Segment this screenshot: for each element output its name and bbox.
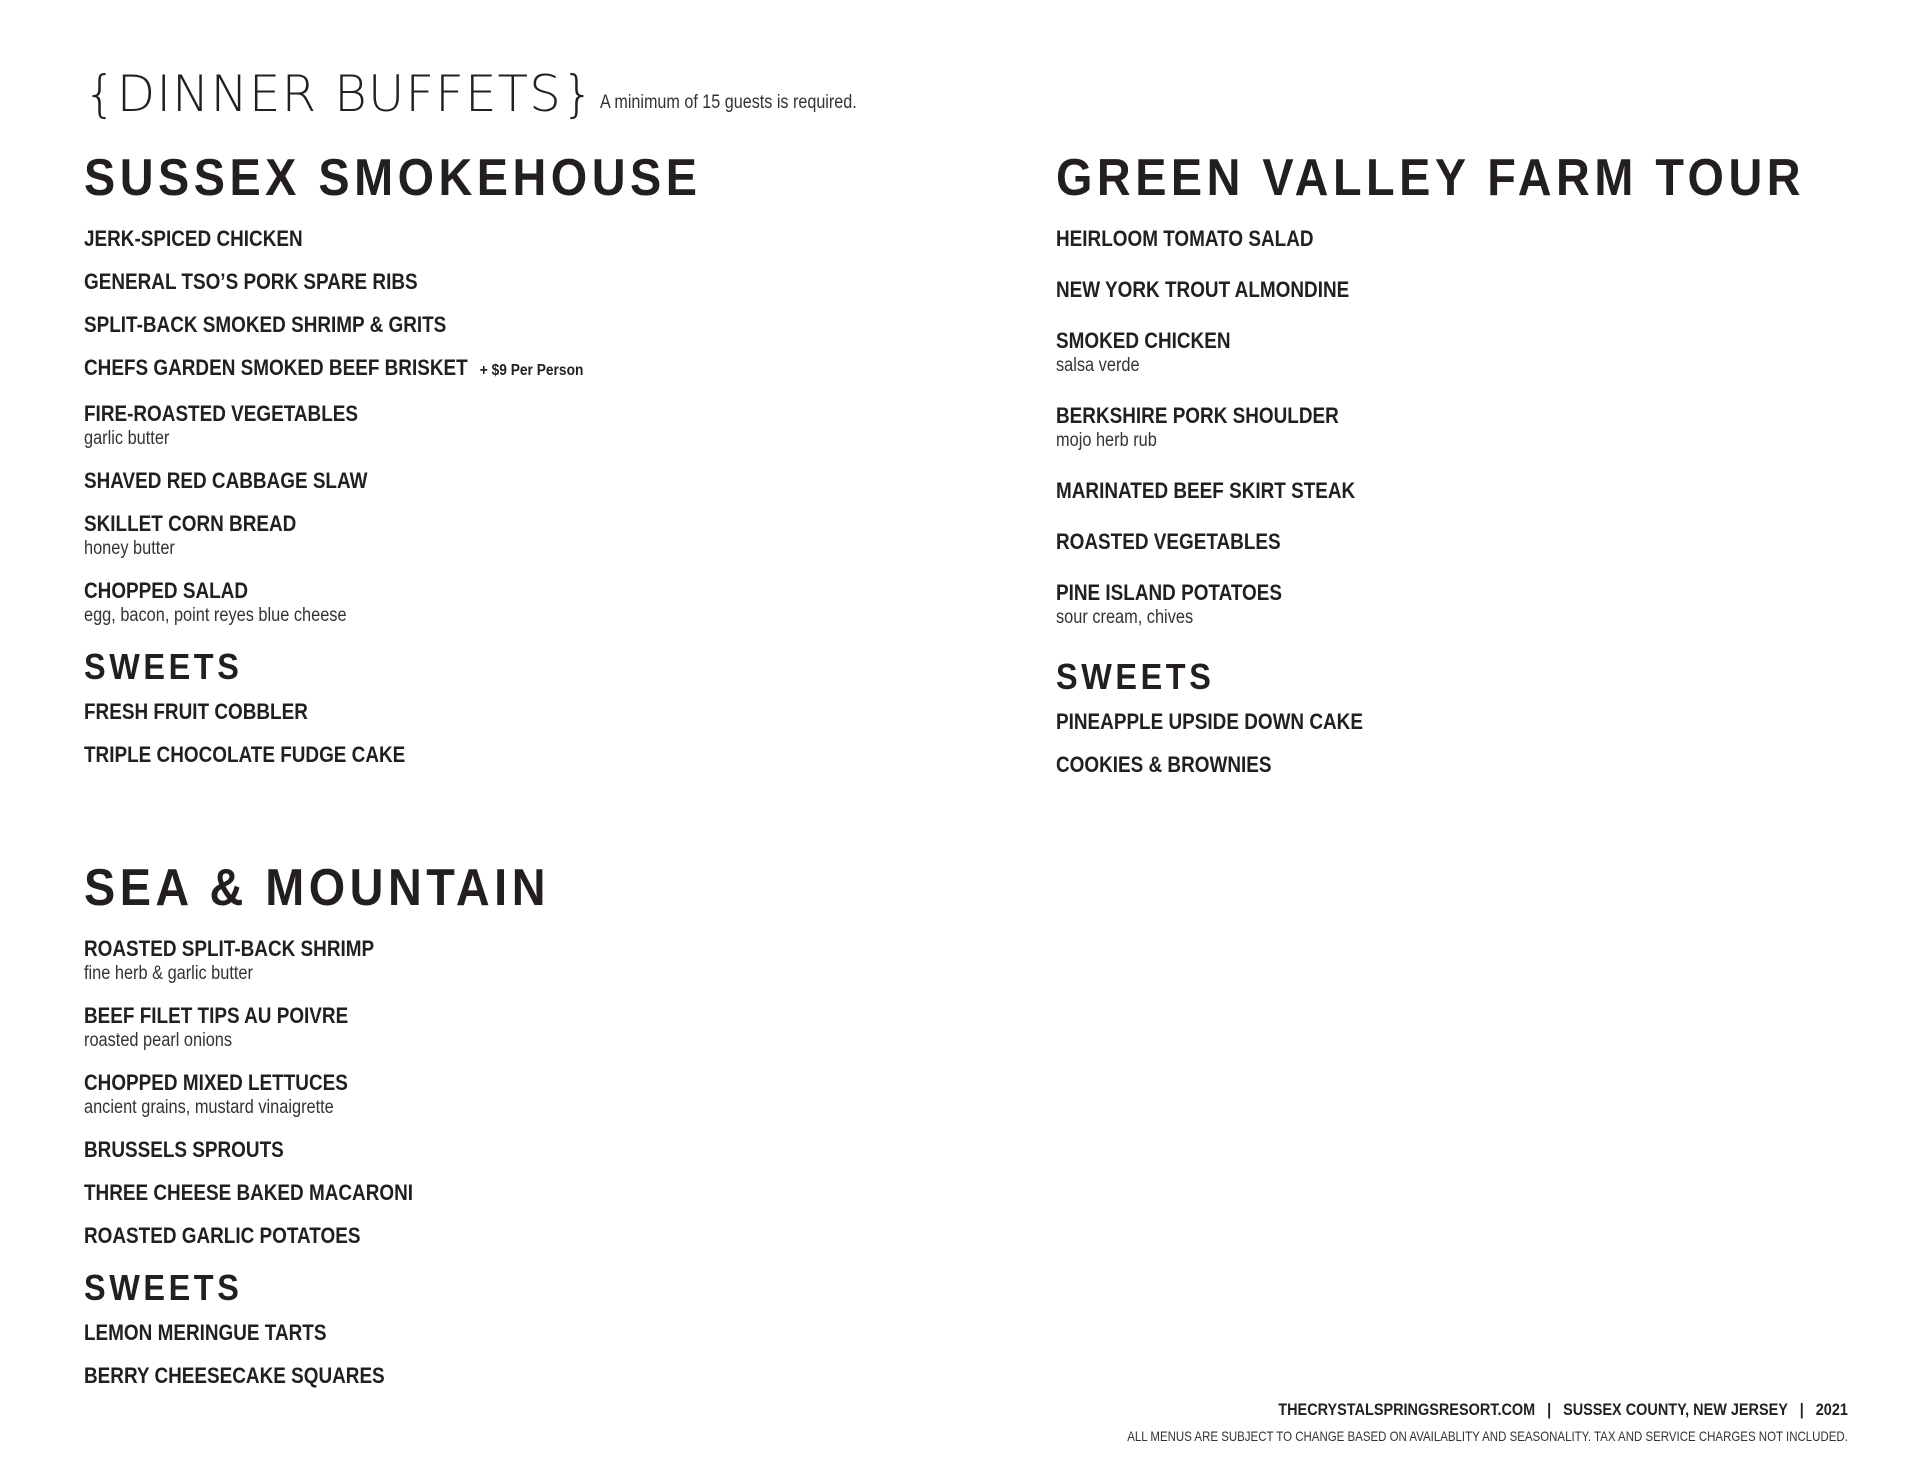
menu-item-description: ancient grains, mustard vinaigrette <box>84 1097 334 1118</box>
footer-info <box>1101 1398 1848 1422</box>
menu-items <box>1056 226 1916 630</box>
menu-item-description: egg, bacon, point reyes blue cheese <box>84 605 347 626</box>
menu-item-description: honey butter <box>84 538 175 559</box>
menu-item <box>84 1223 944 1249</box>
menu-item-name: PINEAPPLE UPSIDE DOWN CAKE <box>1056 709 1363 734</box>
menu-item <box>1056 403 1916 453</box>
menu-item-name: COOKIES & BROWNIES <box>1056 752 1272 777</box>
location-text: SUSSEX COUNTY, NEW JERSEY <box>1563 1400 1788 1419</box>
sweets-title: SWEETS <box>84 646 243 687</box>
menu-item <box>84 468 944 494</box>
menu-item-description: garlic butter <box>84 428 170 449</box>
menu-item-name: BRUSSELS SPROUTS <box>84 1137 284 1162</box>
menu-item <box>84 1180 944 1206</box>
menu-item-name: FIRE-ROASTED VEGETABLES <box>84 401 359 426</box>
menu-item-description: mojo herb rub <box>1056 430 1157 451</box>
sea-mountain-section <box>84 858 944 1406</box>
menu-item <box>1056 478 1916 504</box>
menu-item-description: roasted pearl onions <box>84 1030 233 1051</box>
menu-item <box>84 401 944 451</box>
menu-item-name: FRESH FRUIT COBBLER <box>84 699 308 724</box>
menu-item-name: ROASTED VEGETABLES <box>1056 529 1281 554</box>
sweet-item <box>84 1363 944 1389</box>
section-title: GREEN VALLEY FARM TOUR <box>1056 149 1806 207</box>
menu-item <box>84 355 944 384</box>
green-valley-section <box>1056 148 1916 803</box>
website-link[interactable]: THECRYSTALSPRINGSRESORT.COM <box>1278 1400 1536 1419</box>
sweet-item <box>1056 709 1916 735</box>
sweets-title: SWEETS <box>1056 656 1215 697</box>
menu-item-name: CHOPPED SALAD <box>84 578 248 603</box>
minimum-guests-note: A minimum of 15 guests is required. <box>600 92 857 113</box>
menu-item <box>84 578 944 628</box>
menu-item-name: GENERAL TSO’S PORK SPARE RIBS <box>84 269 418 294</box>
menu-item <box>1056 226 1916 252</box>
menu-item-name: THREE CHEESE BAKED MACARONI <box>84 1180 414 1205</box>
menu-item-description: salsa verde <box>1056 355 1140 376</box>
menu-item-name: ROASTED SPLIT-BACK SHRIMP <box>84 936 375 961</box>
menu-item <box>84 936 944 986</box>
menu-item-name: MARINATED BEEF SKIRT STEAK <box>1056 478 1356 503</box>
footer-separator: | <box>1547 1400 1552 1419</box>
section-title: SUSSEX SMOKEHOUSE <box>84 149 702 207</box>
menu-item-name: HEIRLOOM TOMATO SALAD <box>1056 226 1314 251</box>
menu-item-name: BEEF FILET TIPS AU POIVRE <box>84 1003 349 1028</box>
menu-item-name: SHAVED RED CABBAGE SLAW <box>84 468 368 493</box>
sweet-item <box>84 742 944 768</box>
menu-items <box>84 226 944 628</box>
sweet-item <box>1056 752 1916 778</box>
menu-items <box>84 936 944 1249</box>
sweet-item <box>84 1320 944 1346</box>
disclaimer: ALL MENUS ARE SUBJECT TO CHANGE BASED ON AVAILABLITY AND SEASONALITY. TAX AND SERVICE CHARGES NOT INCLUDED. <box>1127 1428 1848 1444</box>
menu-item-name: LEMON MERINGUE TARTS <box>84 1320 327 1345</box>
menu-item-name: CHOPPED MIXED LETTUCES <box>84 1070 348 1095</box>
sussex-smokehouse-section <box>84 148 944 785</box>
menu-item <box>84 269 944 295</box>
menu-item-name: TRIPLE CHOCOLATE FUDGE CAKE <box>84 742 406 767</box>
menu-item <box>1056 529 1916 555</box>
footer <box>969 1398 1848 1446</box>
footer-separator: | <box>1799 1400 1804 1419</box>
menu-item <box>84 1003 944 1053</box>
menu-item-name: ROASTED GARLIC POTATOES <box>84 1223 361 1248</box>
menu-item-name: BERRY CHEESECAKE SQUARES <box>84 1363 385 1388</box>
year-text: 2021 <box>1815 1400 1848 1419</box>
menu-item <box>84 1137 944 1163</box>
menu-item-name: SPLIT-BACK SMOKED SHRIMP & GRITS <box>84 312 447 337</box>
menu-item-name: BERKSHIRE PORK SHOULDER <box>1056 403 1339 428</box>
menu-item <box>84 1070 944 1120</box>
menu-item <box>84 511 944 561</box>
menu-item <box>84 312 944 338</box>
sweets-title: SWEETS <box>84 1267 243 1308</box>
menu-item-name-text: CHEFS GARDEN SMOKED BEEF BRISKET <box>84 355 468 380</box>
menu-item <box>84 226 944 252</box>
page-title: {DINNER BUFFETS} <box>84 65 595 123</box>
menu-item-name: PINE ISLAND POTATOES <box>1056 580 1283 605</box>
menu-item-name: SMOKED CHICKEN <box>1056 328 1231 353</box>
menu-item <box>1056 328 1916 378</box>
sweet-item <box>84 699 944 725</box>
menu-item <box>1056 580 1916 630</box>
price-upcharge: + $9 Per Person <box>479 362 584 379</box>
menu-item-name: JERK-SPICED CHICKEN <box>84 226 303 251</box>
section-title: SEA & MOUNTAIN <box>84 859 550 917</box>
menu-item-name: NEW YORK TROUT ALMONDINE <box>1056 277 1350 302</box>
menu-item <box>1056 277 1916 303</box>
menu-item-name <box>84 355 824 384</box>
menu-item-name: SKILLET CORN BREAD <box>84 511 297 536</box>
menu-item-description: sour cream, chives <box>1056 607 1194 628</box>
menu-item-description: fine herb & garlic butter <box>84 963 253 984</box>
